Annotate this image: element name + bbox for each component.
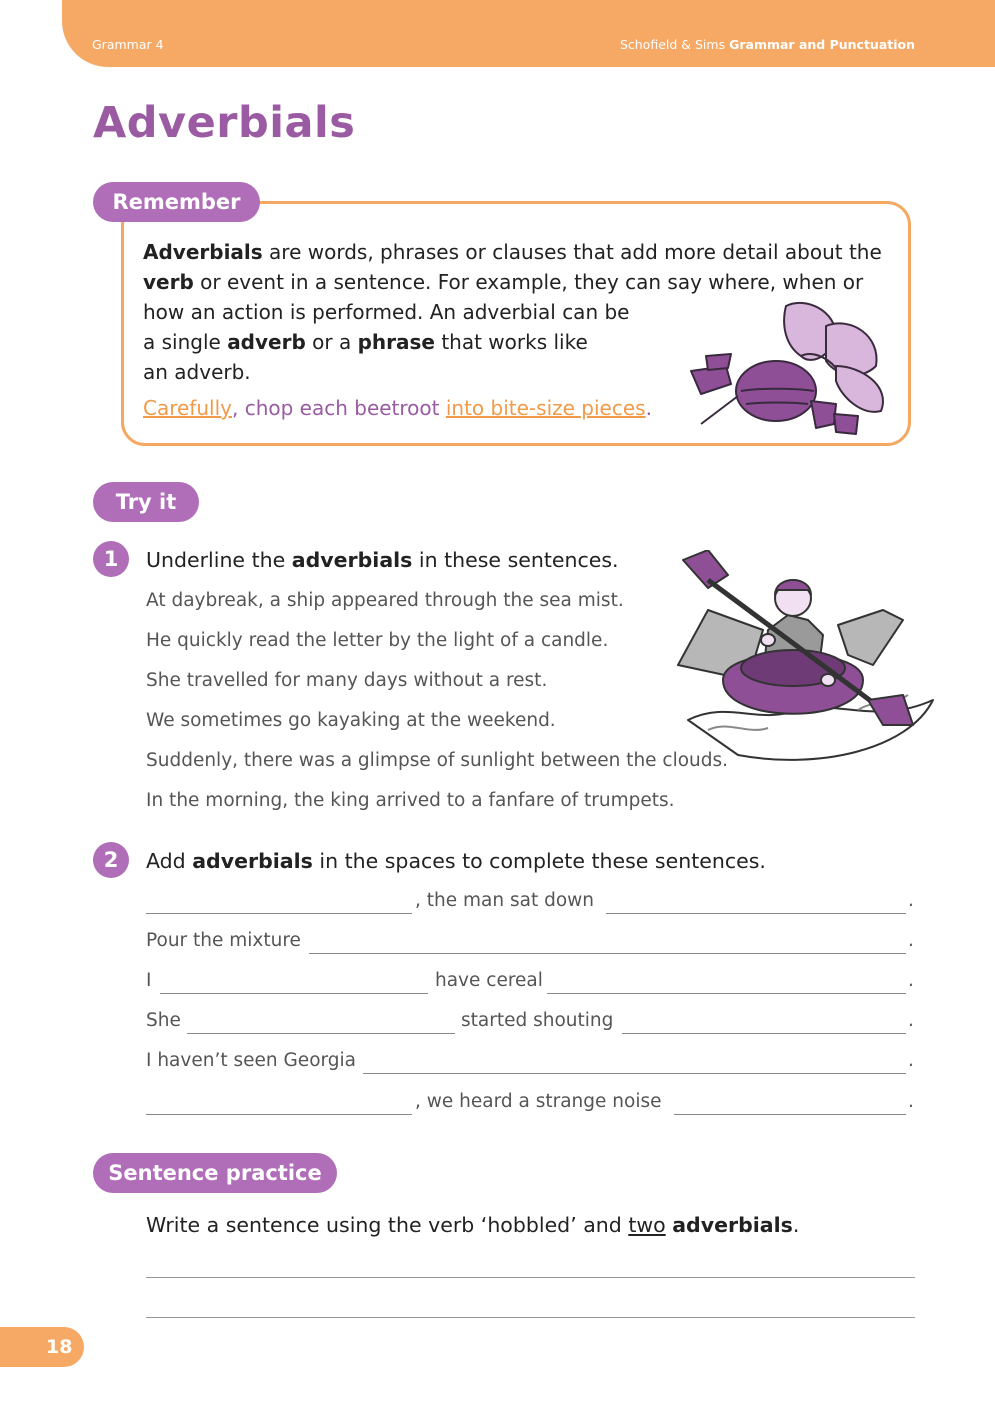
fill-in-row: Pour the mixture . xyxy=(146,928,916,958)
q1-sentence: At daybreak, a ship appeared through the sea mist. xyxy=(146,590,624,611)
header-publisher: Schofield & Sims Grammar and Punctuation xyxy=(619,37,915,52)
question-number-1: 1 xyxy=(93,541,129,577)
try-it-label: Try it xyxy=(93,482,199,522)
example-sentence: Carefully, chop each beetroot into bite-size pieces. xyxy=(143,396,652,420)
fill-in-row: She started shouting . xyxy=(146,1008,916,1038)
q1-sentence: She travelled for many days without a rest. xyxy=(146,670,548,691)
kayaker-illustration xyxy=(668,550,938,765)
answer-blank[interactable] xyxy=(146,1114,412,1115)
q1-sentence: In the morning, the king arrived to a fanfare of trumpets. xyxy=(146,790,675,811)
answer-blank[interactable] xyxy=(160,993,428,994)
header-section-label: Grammar 4 xyxy=(92,37,164,52)
question-1-instruction: Underline the adverbials in these sentences. xyxy=(146,548,619,572)
remember-text: Adverbials are words, phrases or clauses that add more detail about the verb or event in a sentence. For example, they can say where, when or how an action is performed. An adverbial can be a single adverb or a phrase that works like an adverb. xyxy=(143,240,882,384)
q1-sentence: Suddenly, there was a glimpse of sunlight between the clouds. xyxy=(146,750,729,771)
fill-in-row: , the man sat down . xyxy=(146,888,916,918)
answer-blank[interactable] xyxy=(674,1114,906,1115)
remember-label: Remember xyxy=(93,182,260,222)
fill-in-row: I haven’t seen Georgia . xyxy=(146,1048,916,1078)
q1-sentence: He quickly read the letter by the light of a candle. xyxy=(146,630,609,651)
answer-blank[interactable] xyxy=(606,913,906,914)
question-number-2: 2 xyxy=(93,842,129,878)
q1-sentence: We sometimes go kayaking at the weekend. xyxy=(146,710,556,731)
answer-blank[interactable] xyxy=(309,953,906,954)
practice-instruction: Write a sentence using the verb ‘hobbled’ and two adverbials. xyxy=(146,1213,800,1237)
beetroot-illustration xyxy=(686,296,896,436)
answer-blank[interactable] xyxy=(146,913,412,914)
page-title: Adverbials xyxy=(93,98,356,148)
answer-blank[interactable] xyxy=(187,1033,455,1034)
fill-in-row: I have cereal . xyxy=(146,968,916,998)
sentence-practice-label: Sentence practice xyxy=(93,1153,337,1193)
question-2-instruction: Add adverbials in the spaces to complete these sentences. xyxy=(146,849,766,873)
answer-blank[interactable] xyxy=(547,993,906,994)
page-header xyxy=(62,0,995,67)
fill-in-row: , we heard a strange noise . xyxy=(146,1089,916,1119)
page-number: 18 xyxy=(0,1327,84,1367)
writing-line[interactable] xyxy=(146,1277,915,1278)
writing-line[interactable] xyxy=(146,1317,915,1318)
answer-blank[interactable] xyxy=(363,1073,906,1074)
answer-blank[interactable] xyxy=(622,1033,906,1034)
